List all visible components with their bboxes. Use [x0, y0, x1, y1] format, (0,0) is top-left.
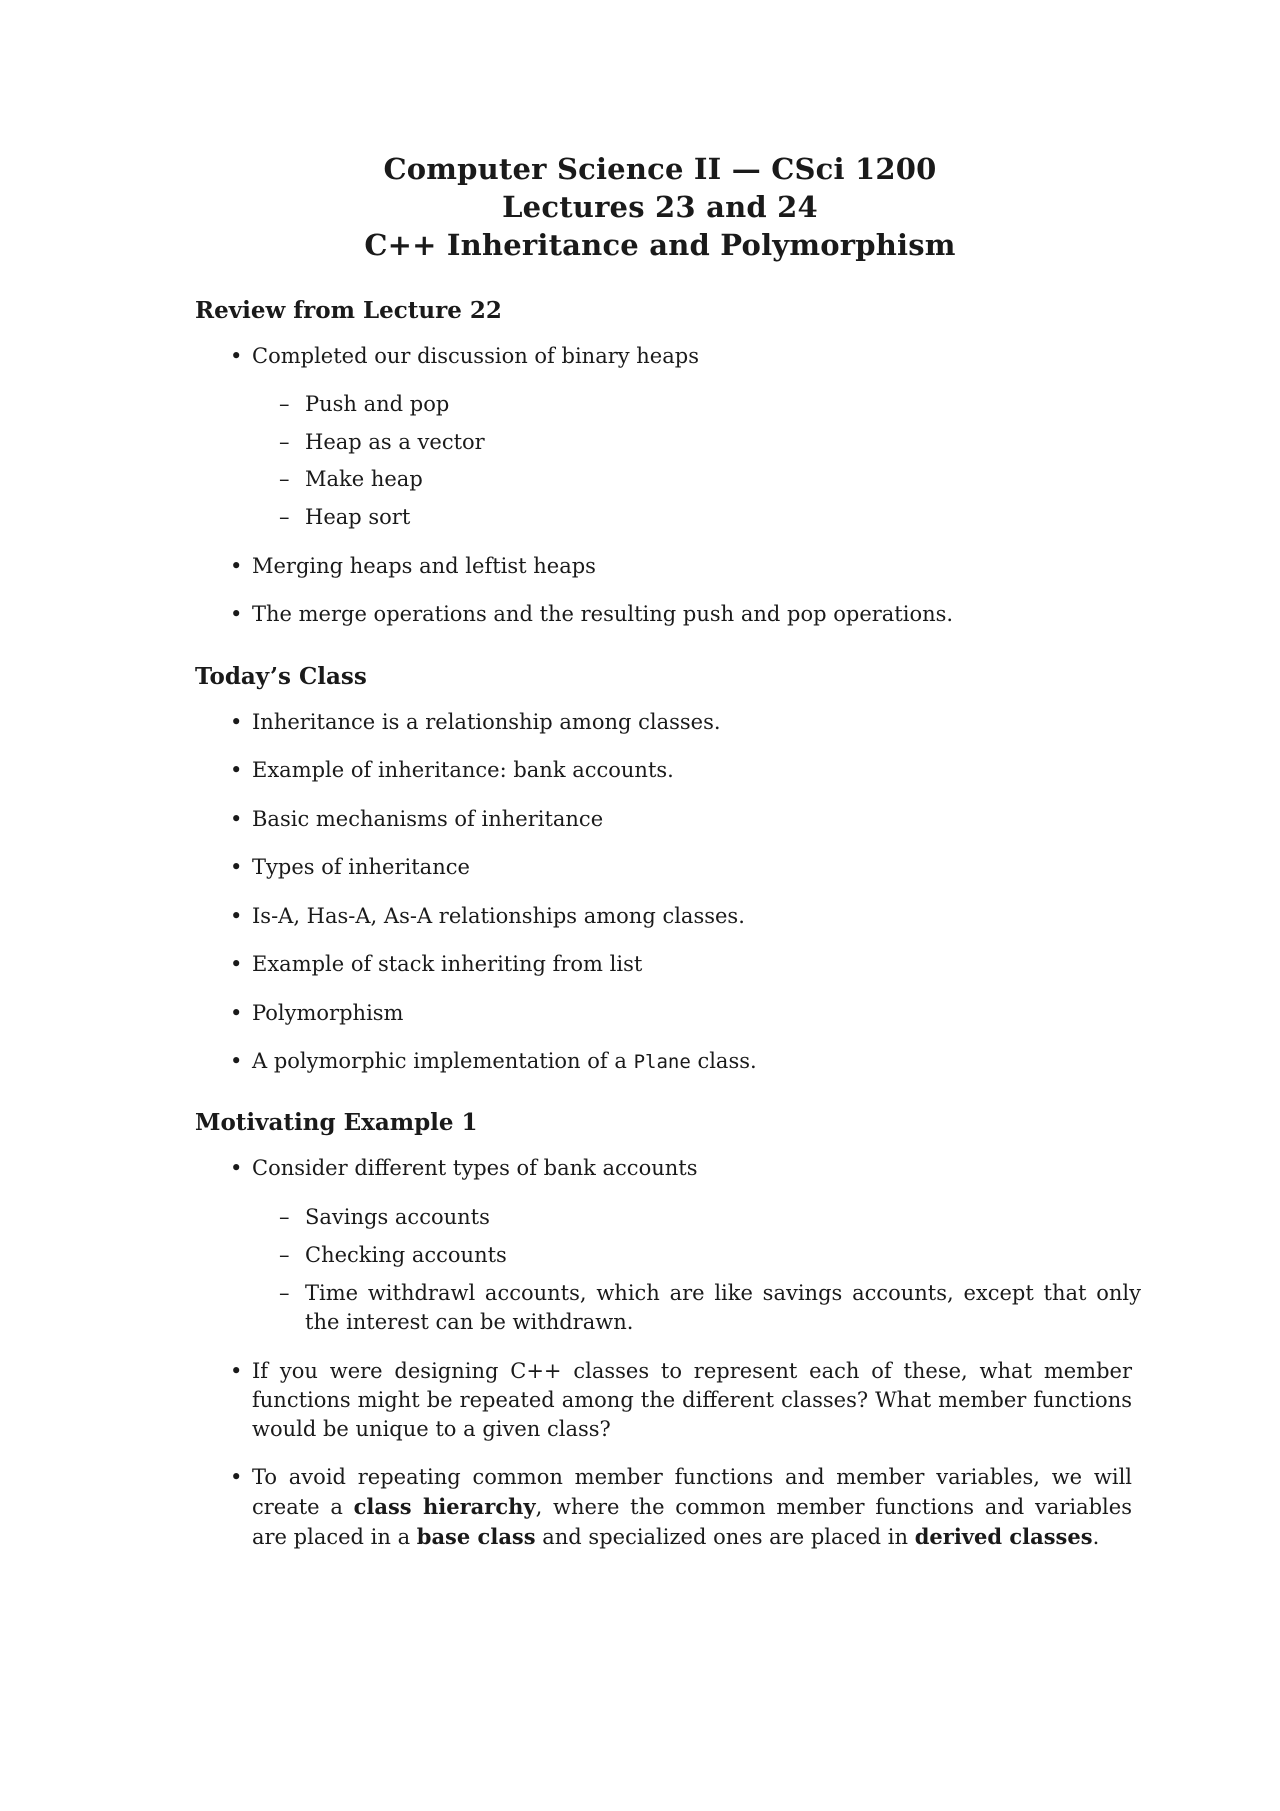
- bullet-icon: •: [230, 710, 243, 734]
- dash-icon: –: [279, 1243, 290, 1267]
- dash-icon: –: [279, 505, 290, 529]
- code-plane: Plane: [633, 1051, 691, 1073]
- dash-icon: –: [279, 1205, 290, 1229]
- dash-icon: –: [279, 430, 290, 454]
- dash-icon: –: [279, 392, 290, 416]
- bullet-icon: •: [230, 1001, 243, 1025]
- section-heading-motivating: Motivating Example 1: [195, 1109, 478, 1136]
- bullet-icon: •: [230, 758, 243, 782]
- dash-icon: –: [279, 467, 290, 491]
- bullet-icon: •: [230, 344, 243, 368]
- bullet-icon: •: [230, 602, 243, 626]
- term-base-class: base class: [416, 1524, 536, 1549]
- bullet-icon: •: [230, 904, 243, 928]
- term-class-hierarchy: class hierarchy: [353, 1494, 536, 1519]
- bullet-icon: •: [230, 554, 243, 578]
- bullet-icon: •: [230, 855, 243, 879]
- bullet-icon: •: [230, 1359, 243, 1383]
- term-derived-classes: derived classes: [914, 1524, 1093, 1549]
- title-block: [0, 150, 1280, 264]
- bullet-icon: •: [230, 1049, 243, 1073]
- document-page: Computer Science II — CSci 1200 Lectures 23 and 24 C++ Inheritance and Polymorphism Review from Lecture 22 • Completed our discussion of binary heaps – Push and pop – Heap as a vector – Make heap – Heap sort • Merging heaps and leftist heaps • The merge operations and the resulting push and pop operations. Today’s Class • Inheritance is a relationship among classes. • Example of inheritance: bank accounts. • Basic mechanisms of inheritance • Types of inheritance • Is-A, Has-A, As-A relationships among classes. • Example of stack inheriting from list • Polymorphism • A polymorphic implementation of a Plane class. Motivating Example 1 • Consider different types of bank accounts – Savings accounts – Checking accounts – Time withdrawl accounts, which are like savings accounts, except that only the interest can be withdrawn. • If you were designing C++ classes to represent each of these, what member functions might be repeated among the different classes? What member functions would be unique to a given class? • To avoid repeating common member functions and member variables, we will create a class hierarchy, where the common member functions and variables are placed in a base class and specialized ones are placed in derived classes.: [0, 0, 1280, 1811]
- section-heading-today: Today’s Class: [195, 663, 367, 690]
- section-heading-review: Review from Lecture 22: [195, 297, 502, 324]
- bullet-icon: •: [230, 1156, 243, 1180]
- bullet-icon: •: [230, 807, 243, 831]
- dash-icon: –: [279, 1281, 290, 1305]
- lecture-numbers: Lectures 23 and 24: [502, 190, 818, 224]
- course-title: Computer Science II — CSci 1200: [383, 152, 937, 186]
- lecture-topic: C++ Inheritance and Polymorphism: [364, 228, 956, 262]
- bullet-icon: •: [230, 1465, 243, 1489]
- bullet-icon: •: [230, 952, 243, 976]
